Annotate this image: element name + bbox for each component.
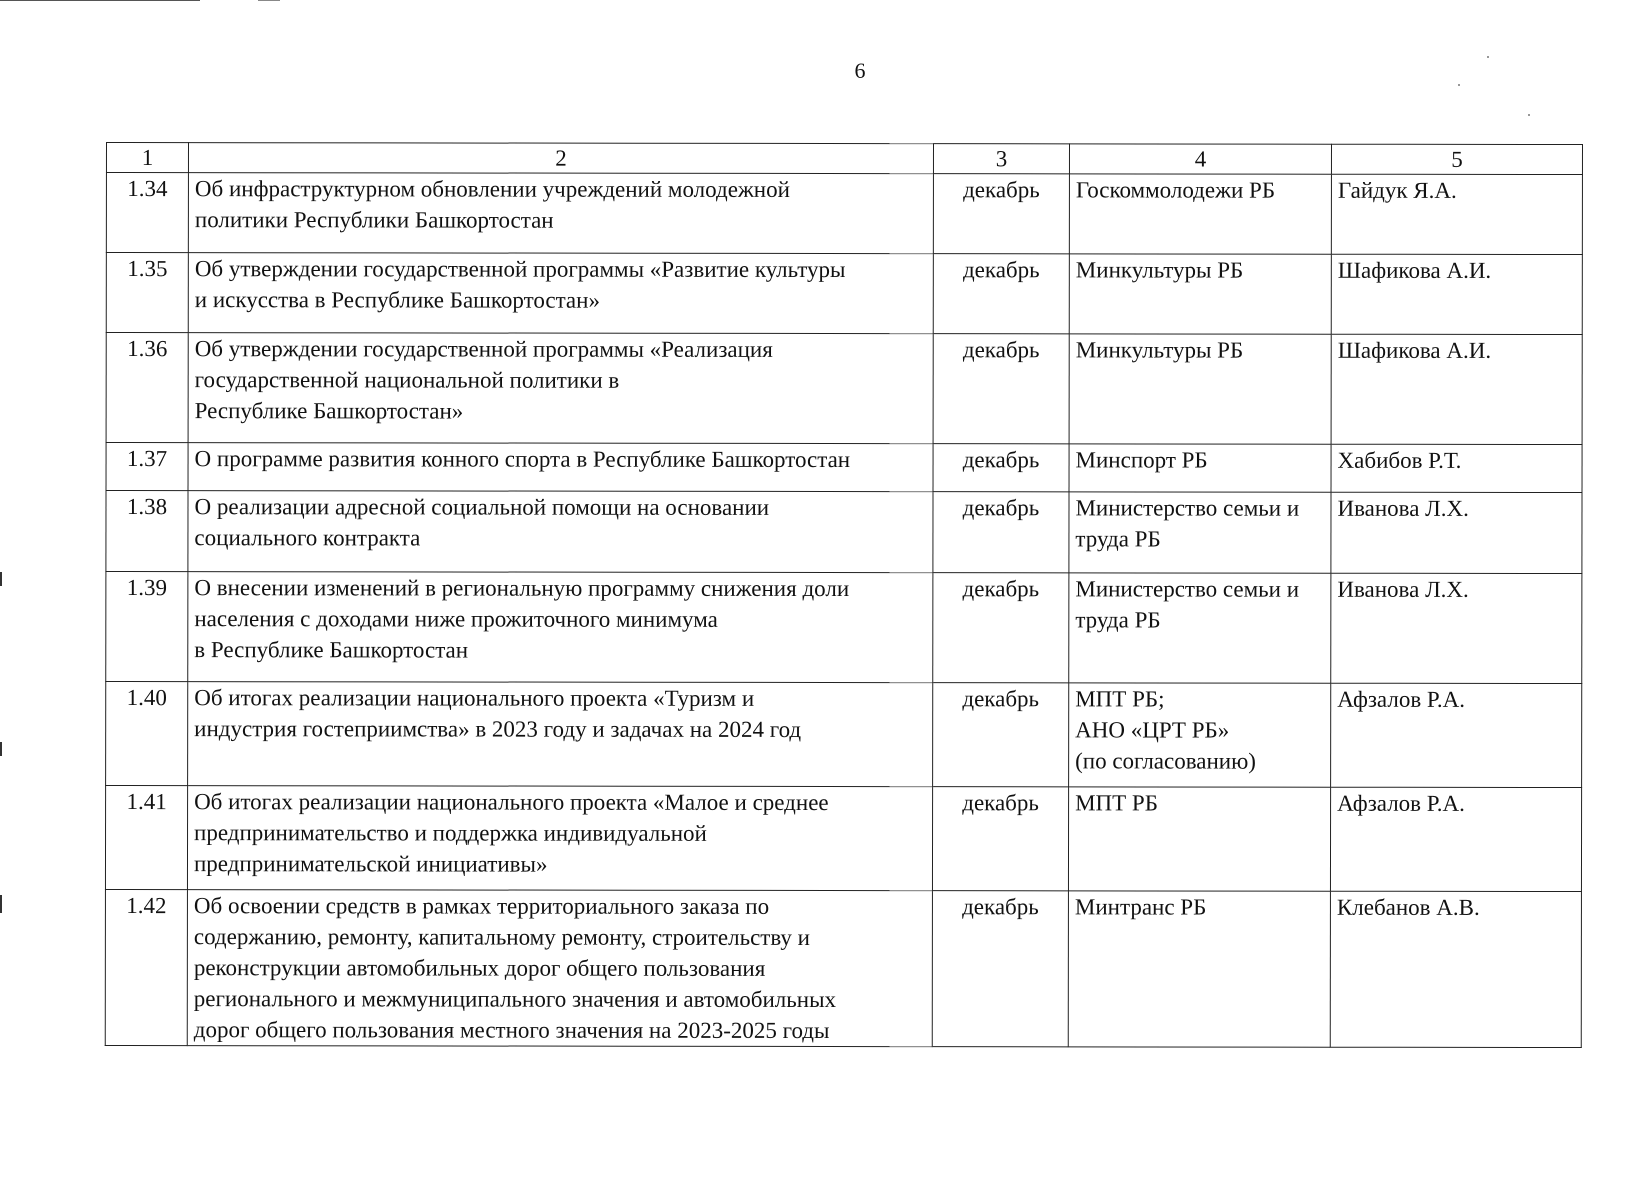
row-topic [187, 786, 932, 891]
column-header-1: 1 [106, 143, 188, 173]
topic-line: О программе развития конного спорта в Республике Башкортостан [194, 446, 851, 473]
row-month: декабрь [933, 174, 1069, 254]
topic-line: предпринимательство и поддержка индивидуальной [194, 820, 707, 846]
table-row [105, 786, 1581, 892]
executor-line: труда РБ [1075, 607, 1161, 633]
scan-speck [1528, 114, 1530, 116]
scan-artifact-line [258, 0, 280, 1]
scan-edge-mark [0, 895, 2, 913]
row-responsible: Шафикова А.И. [1331, 334, 1582, 444]
row-responsible: Шафикова А.И. [1331, 254, 1582, 334]
topic-line: населения с доходами ниже прожиточного минимума [194, 606, 718, 632]
page-number: 6 [854, 58, 866, 83]
table-row [106, 333, 1582, 445]
table-row [105, 890, 1581, 1048]
executor-line: Минспорт РБ [1075, 447, 1208, 473]
row-number: 1.37 [106, 443, 188, 491]
topic-line: дорог общего пользования местного значения на 2023-2025 годы [193, 1017, 830, 1044]
row-executor [1069, 683, 1331, 787]
topic-line: в Республике Башкортостан [194, 637, 469, 663]
row-executor [1069, 492, 1331, 573]
executor-line: Минкультуры РБ [1075, 257, 1244, 283]
topic-line: Республике Башкортостан» [194, 398, 464, 424]
row-number: 1.40 [106, 682, 188, 786]
table-row [106, 253, 1582, 335]
topic-line: предпринимательской инициативы» [193, 851, 548, 877]
executor-line: Министерство семьи и [1075, 576, 1300, 602]
row-number: 1.36 [106, 333, 188, 443]
topic-line: государственной национальной политики в [194, 367, 620, 393]
column-header-3: 3 [933, 144, 1069, 174]
row-number: 1.38 [106, 491, 188, 572]
row-executor [1069, 334, 1331, 444]
row-month: декабрь [933, 573, 1069, 683]
column-header-4: 4 [1069, 144, 1331, 174]
topic-line: и искусства в Республике Башкортостан» [194, 287, 600, 313]
row-month: декабрь [933, 492, 1069, 573]
row-month: декабрь [933, 444, 1069, 492]
row-number: 1.41 [105, 786, 187, 890]
topic-line: реконструкции автомобильных дорог общего пользования [193, 955, 766, 981]
topic-line: О внесении изменений в региональную программу снижения доли [194, 575, 850, 602]
topic-line: Об освоении средств в рамках территориального заказа по [193, 893, 770, 919]
scan-speck [1458, 84, 1460, 86]
table-row [106, 572, 1582, 684]
executor-line: МПТ РБ [1075, 790, 1158, 816]
topic-line: Об инфраструктурном обновлении учреждений молодежной [194, 176, 790, 202]
row-topic [188, 443, 933, 492]
row-number: 1.39 [106, 572, 188, 682]
row-executor [1069, 573, 1331, 683]
row-topic [188, 173, 933, 254]
row-responsible: Хабибов Р.Т. [1331, 444, 1582, 492]
row-topic [188, 253, 933, 334]
executor-line: Минкультуры РБ [1075, 337, 1244, 363]
executor-line: труда РБ [1075, 526, 1161, 552]
topic-line: Об утверждении государственной программы «Реализация [194, 336, 773, 362]
row-number: 1.42 [105, 890, 187, 1046]
row-executor [1069, 254, 1331, 334]
table-row [106, 443, 1582, 493]
topic-line: индустрия гостеприимства» в 2023 году и задачах на 2024 год [194, 716, 802, 742]
row-topic [187, 890, 932, 1047]
row-responsible: Гайдук Я.А. [1331, 174, 1582, 254]
scan-edge-mark [0, 572, 2, 586]
executor-line: МПТ РБ; [1075, 686, 1165, 712]
scan-artifact-line [0, 0, 200, 1]
table-row [106, 173, 1582, 255]
row-number: 1.35 [106, 253, 188, 333]
executor-line: Госкоммолодежи РБ [1075, 177, 1276, 203]
row-responsible: Афзалов Р.А. [1331, 683, 1582, 787]
row-responsible: Иванова Л.Х. [1331, 492, 1582, 573]
column-header-5: 5 [1331, 144, 1582, 174]
row-month: декабрь [932, 787, 1068, 891]
topic-line: социального контракта [194, 525, 421, 551]
row-executor [1069, 444, 1331, 492]
row-month: декабрь [933, 334, 1069, 444]
row-topic [188, 491, 933, 573]
row-responsible: Афзалов Р.А. [1330, 787, 1581, 891]
row-topic [188, 333, 933, 444]
executor-line: АНО «ЦРТ РБ» [1075, 717, 1230, 743]
topic-line: Об итогах реализации национального проекта «Малое и среднее [194, 789, 829, 816]
table-row [106, 491, 1582, 574]
topic-line: О реализации адресной социальной помощи на основании [194, 494, 770, 520]
row-executor [1068, 787, 1330, 891]
column-header-2: 2 [188, 143, 933, 174]
row-executor [1068, 891, 1330, 1047]
row-topic [188, 682, 933, 787]
row-month: декабрь [932, 891, 1068, 1047]
topic-line: Об итогах реализации национального проекта «Туризм и [194, 685, 755, 711]
row-topic [188, 572, 933, 683]
executor-line: Минтранс РБ [1074, 894, 1207, 920]
executor-line: (по согласованию) [1075, 748, 1256, 774]
scan-edge-mark [0, 742, 2, 756]
plan-table [105, 142, 1583, 1048]
row-month: декабрь [933, 254, 1069, 334]
topic-line: регионального и межмуниципального значения и автомобильных [193, 986, 837, 1013]
topic-line: содержанию, ремонту, капитальному ремонту, строительству и [193, 924, 811, 950]
row-month: декабрь [933, 683, 1069, 787]
row-executor [1069, 174, 1331, 254]
header-row [106, 143, 1582, 175]
topic-line: политики Республики Башкортостан [194, 207, 554, 233]
row-responsible: Клебанов А.В. [1330, 891, 1581, 1047]
row-number: 1.34 [106, 173, 188, 253]
topic-line: Об утверждении государственной программы «Развитие культуры [194, 256, 846, 283]
executor-line: Министерство семьи и [1075, 495, 1300, 521]
row-responsible: Иванова Л.Х. [1331, 573, 1582, 683]
table-row [106, 682, 1582, 788]
